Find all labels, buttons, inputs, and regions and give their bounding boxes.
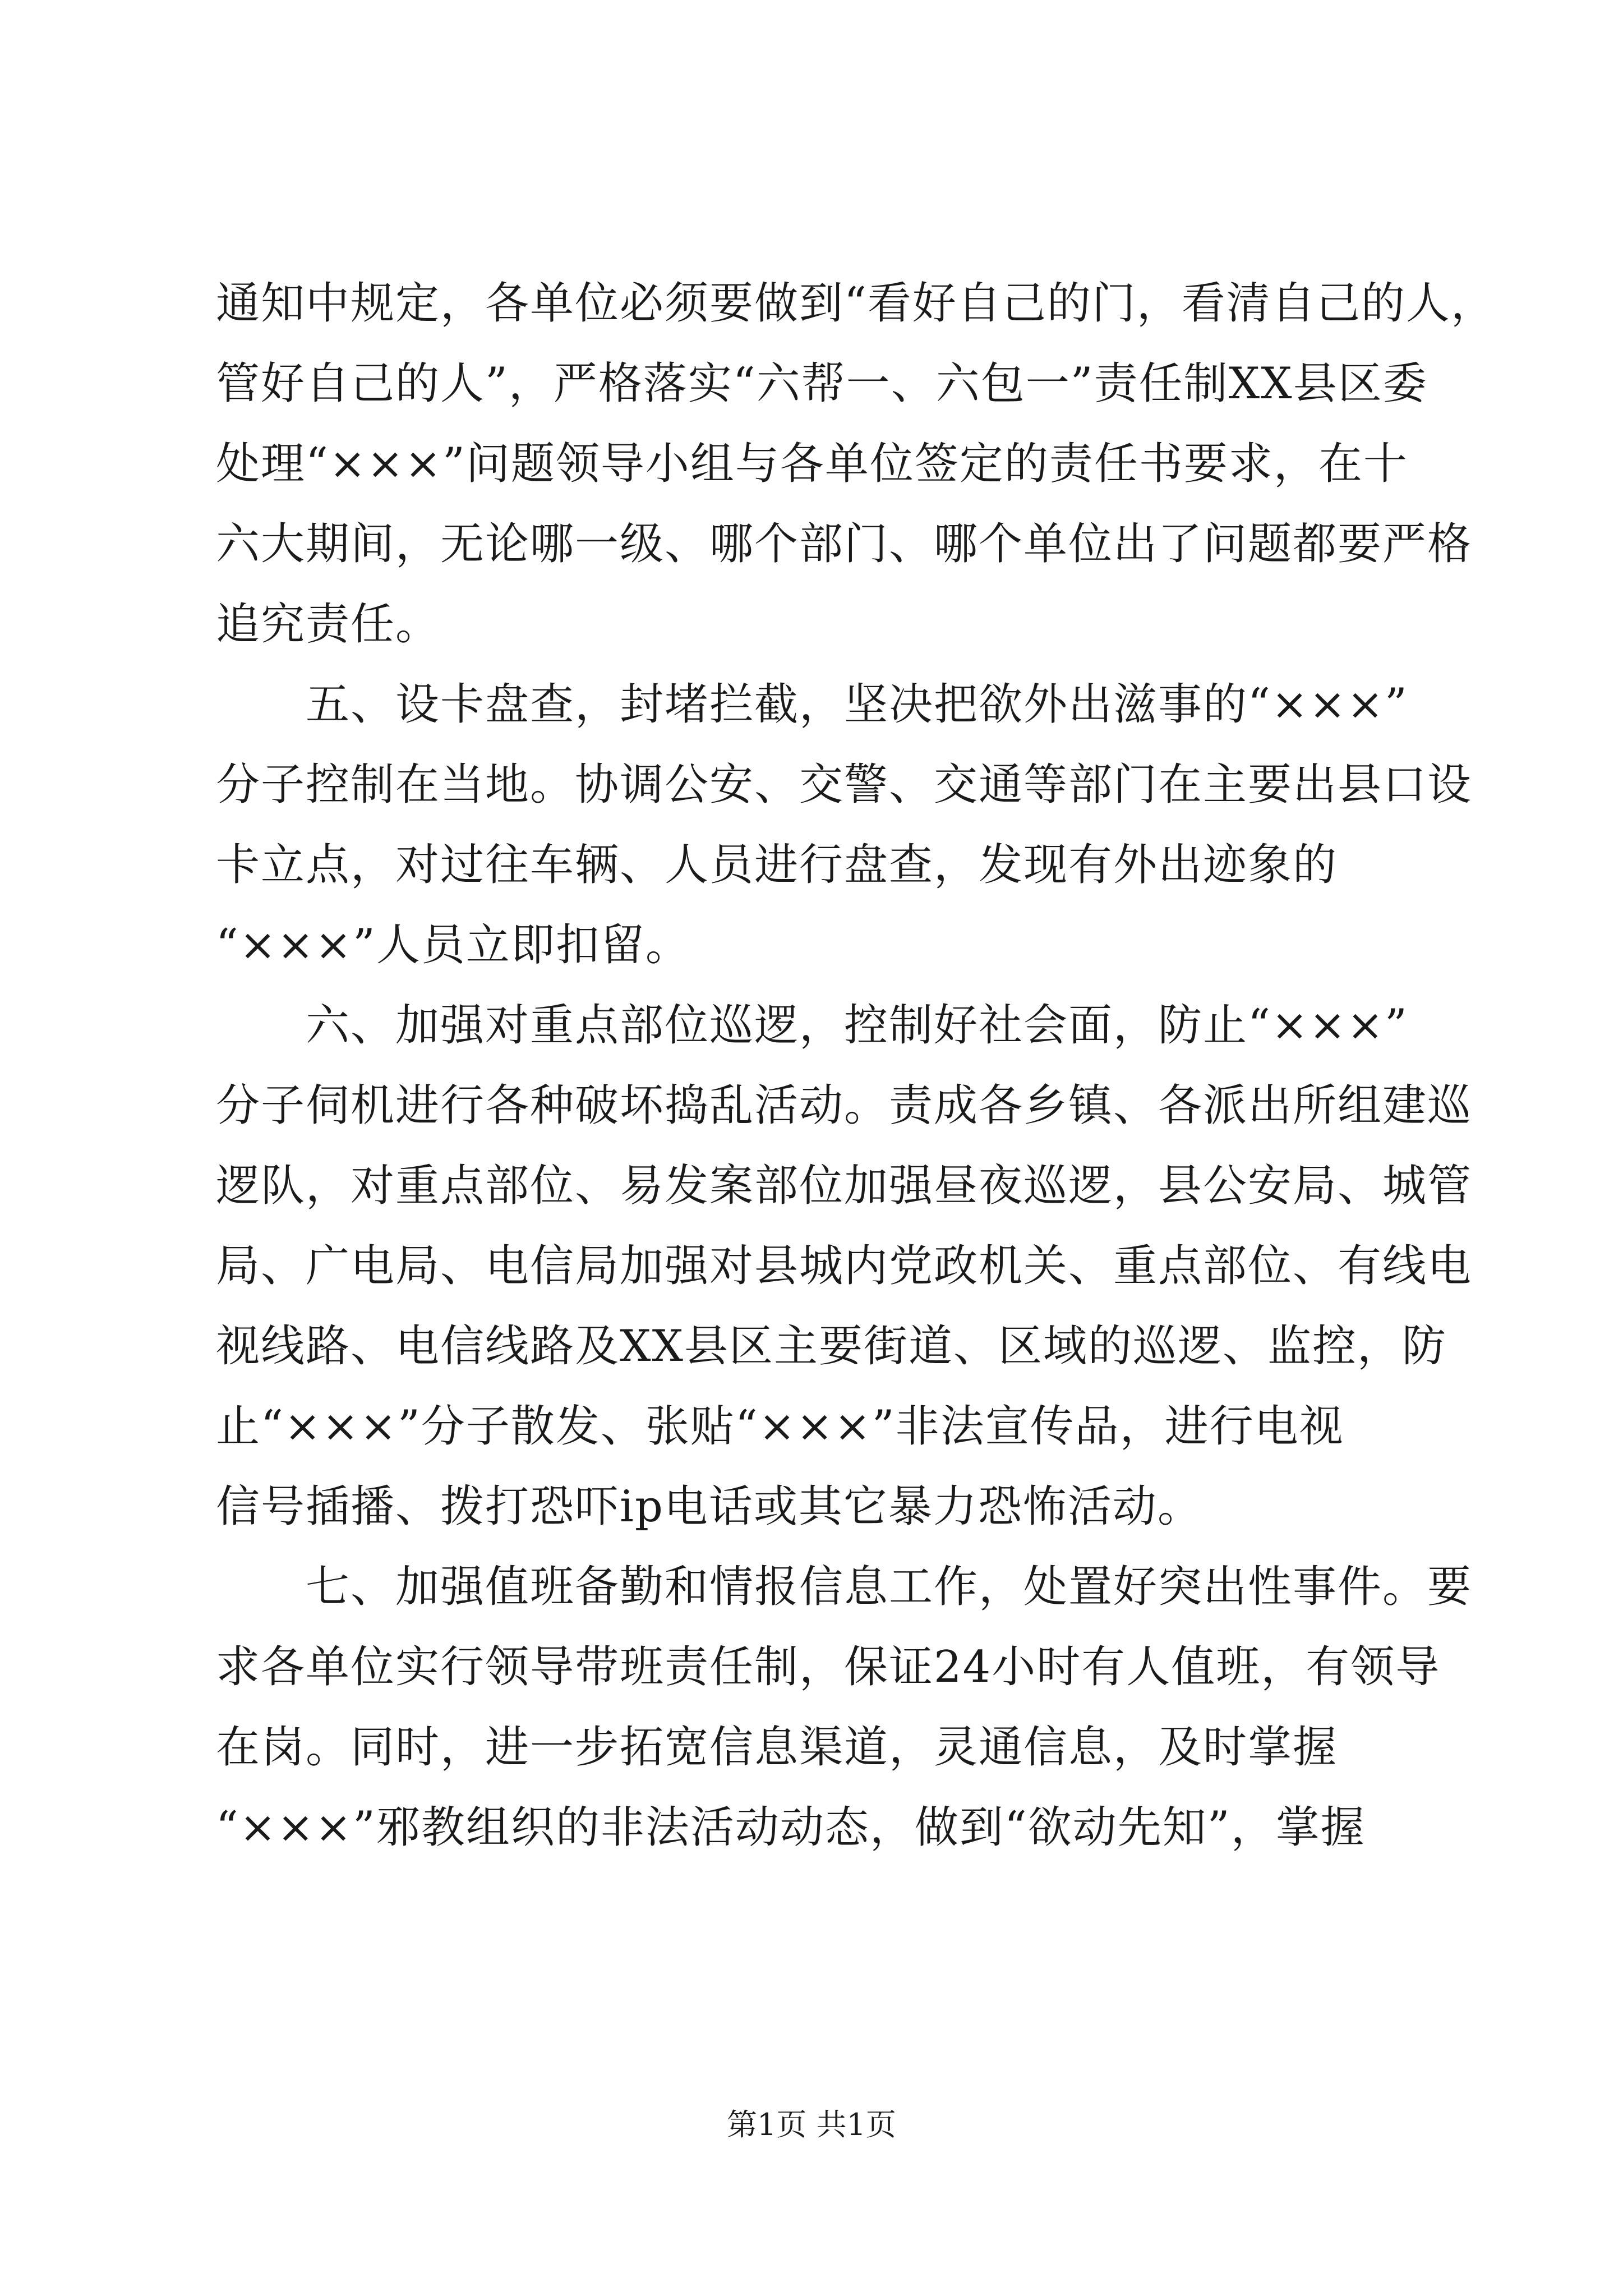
text-line: 在岗。同时，进一步拓宽信息渠道，灵通信息，及时掌握 xyxy=(216,1722,1338,1773)
text-line: 分子控制在当地。协调公安、交警、交通等部门在主要出县口设 xyxy=(216,760,1473,810)
text-line: 分子伺机进行各种破坏捣乱活动。责成各乡镇、各派出所组建巡 xyxy=(216,1080,1473,1131)
document-body xyxy=(216,264,1496,1868)
text-line: 卡立点，对过往车辆、人员进行盘查，发现有外出迹象的 xyxy=(216,840,1338,890)
text-line: 止“×××”分子散发、张贴“×××”非法宣传品，进行电视 xyxy=(216,1401,1344,1452)
text-line: 追究责任。 xyxy=(216,599,441,650)
text-line: “×××”邪教组织的非法活动动态，做到“欲动先知”，掌握 xyxy=(216,1802,1366,1853)
text-line: 六、加强对重点部位巡逻，控制好社会面，防止“×××” xyxy=(216,1000,1408,1051)
text-line: 求各单位实行领导带班责任制，保证24小时有人值班，有领导 xyxy=(216,1642,1441,1692)
text-line: 处理“×××”问题领导小组与各单位签定的责任书要求，在十 xyxy=(216,439,1408,489)
text-line: 逻队，对重点部位、易发案部位加强昼夜巡逻，县公安局、城管 xyxy=(216,1161,1473,1211)
text-line: 七、加强值班备勤和情报信息工作，处置好突出性事件。要 xyxy=(216,1562,1473,1612)
text-line: “×××”人员立即扣留。 xyxy=(216,920,690,970)
page-footer: 第1页 共1页 xyxy=(727,2107,896,2142)
text-line: 信号插播、拨打恐吓ip电话或其它暴力恐怖活动。 xyxy=(216,1481,1202,1532)
text-line: 六大期间，无论哪一级、哪个部门、哪个单位出了问题都要严格 xyxy=(216,519,1473,569)
text-line: 五、设卡盘查，封堵拦截，坚决把欲外出滋事的“×××” xyxy=(216,679,1408,730)
text-line: 局、广电局、电信局加强对县城内党政机关、重点部位、有线电 xyxy=(216,1241,1473,1291)
text-line: 管好自己的人”，严格落实“六帮一、六包一”责任制XX县区委 xyxy=(216,358,1428,409)
text-line: 通知中规定，各单位必须要做到“看好自己的门，看清自己的人， xyxy=(216,278,1496,329)
text-line: 视线路、电信线路及XX县区主要街道、区域的巡逻、监控，防 xyxy=(216,1321,1447,1372)
